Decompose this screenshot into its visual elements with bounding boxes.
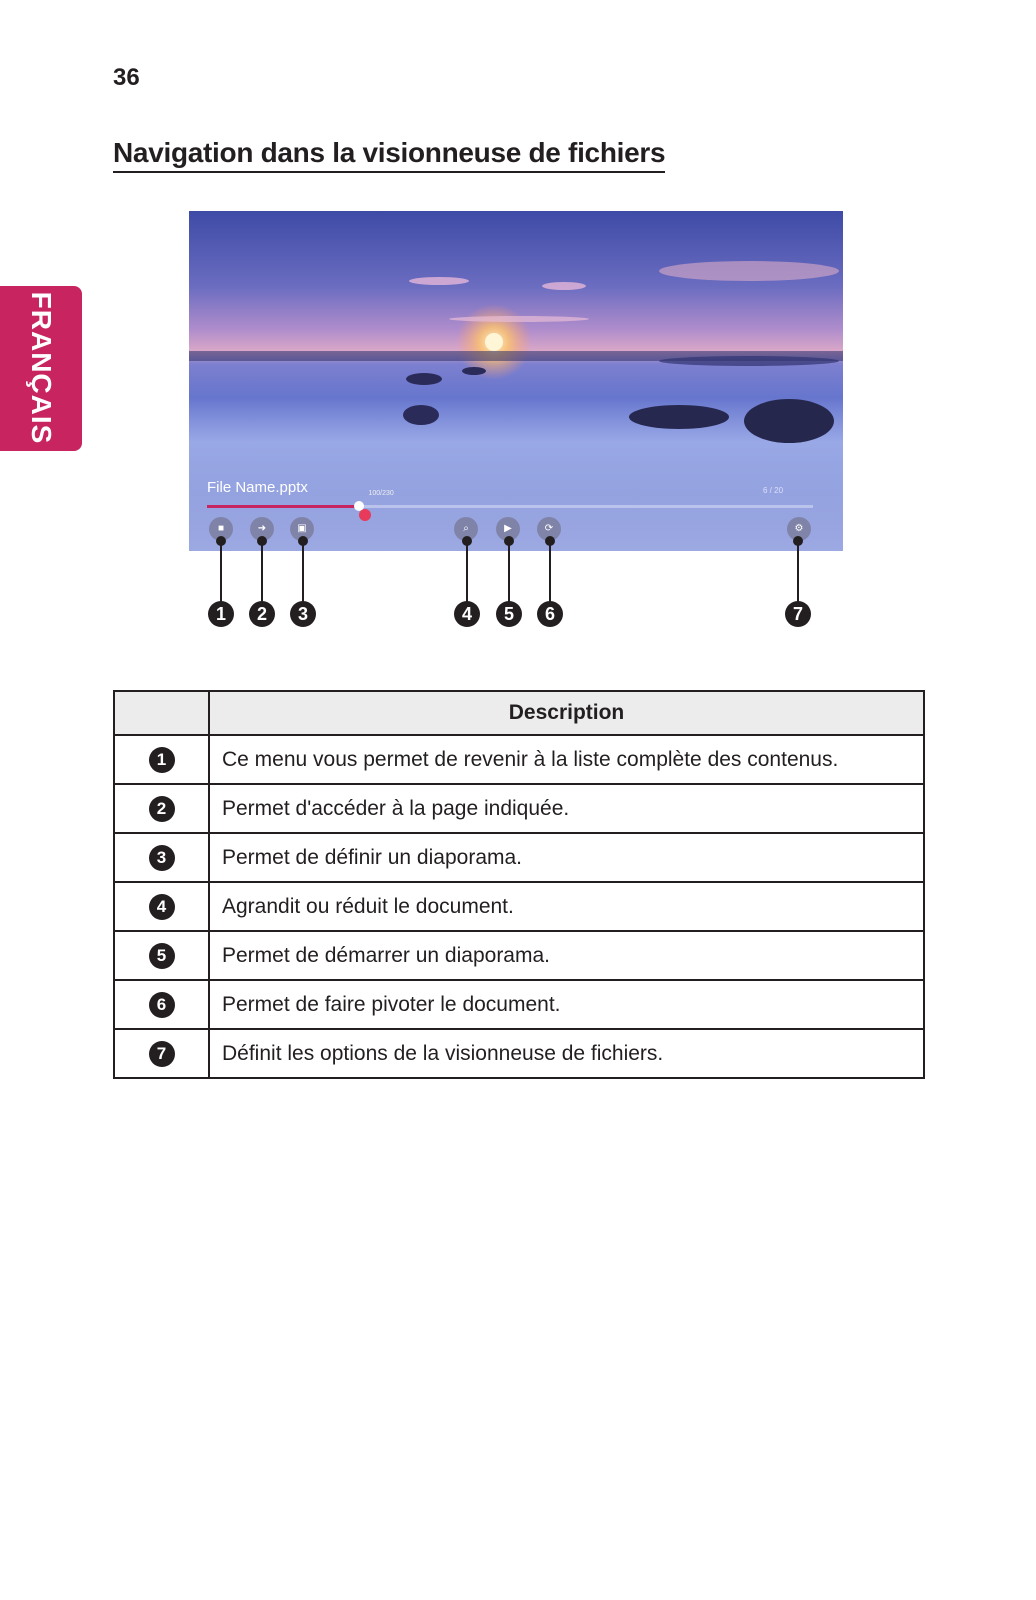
- row-number: 4: [149, 894, 175, 920]
- description-table: [113, 690, 925, 1079]
- header-number-cell: [114, 691, 209, 735]
- zoom-icon[interactable]: ⌕: [454, 517, 478, 541]
- table-row: [114, 784, 924, 833]
- arrow-right-icon[interactable]: ➜: [250, 517, 274, 541]
- table-row: [114, 735, 924, 784]
- row-number: 3: [149, 845, 175, 871]
- row-number: 6: [149, 992, 175, 1018]
- grid-icon[interactable]: ■: [209, 517, 233, 541]
- callout-number-4: 4: [461, 604, 473, 624]
- callout-number-5: 5: [503, 604, 515, 624]
- page-number: 36: [113, 64, 140, 91]
- callout-number-1: 1: [215, 604, 227, 624]
- table-row: [114, 980, 924, 1029]
- row-description: Permet d'accéder à la page indiquée.: [209, 784, 924, 833]
- progress-label: 100/230: [368, 490, 394, 497]
- callout-lines: [0, 0, 1036, 640]
- callout-number-3: 3: [297, 604, 309, 624]
- table-row: [114, 931, 924, 980]
- page-counter: 6 / 20: [763, 486, 784, 495]
- row-number: 1: [149, 747, 175, 773]
- row-description: Ce menu vous permet de revenir à la liste complète des contenus.: [209, 735, 924, 784]
- header-description-cell: Description: [209, 691, 924, 735]
- row-description: Agrandit ou réduit le document.: [209, 882, 924, 931]
- row-description: Définit les options de la visionneuse de fichiers.: [209, 1029, 924, 1078]
- table-row: [114, 833, 924, 882]
- section-title: Navigation dans la visionneuse de fichiers: [113, 136, 665, 173]
- language-tab-label: FRANÇAIS: [26, 291, 57, 445]
- play-icon[interactable]: ▶: [496, 517, 520, 541]
- row-description: Permet de démarrer un diaporama.: [209, 931, 924, 980]
- table-header-row: [114, 691, 924, 735]
- settings-icon[interactable]: ⚙: [787, 517, 811, 541]
- file-name: File Name.pptx: [207, 479, 308, 496]
- callout-number-7: 7: [792, 604, 804, 624]
- callout-number-6: 6: [544, 604, 556, 624]
- table-row: [114, 1029, 924, 1078]
- rotate-icon[interactable]: ⟳: [537, 517, 561, 541]
- slideshow-settings-icon[interactable]: ▣: [290, 517, 314, 541]
- row-number: 7: [149, 1041, 175, 1067]
- row-number: 2: [149, 796, 175, 822]
- callout-number-2: 2: [256, 604, 268, 624]
- table-row: [114, 882, 924, 931]
- row-description: Permet de définir un diaporama.: [209, 833, 924, 882]
- row-number: 5: [149, 943, 175, 969]
- row-description: Permet de faire pivoter le document.: [209, 980, 924, 1029]
